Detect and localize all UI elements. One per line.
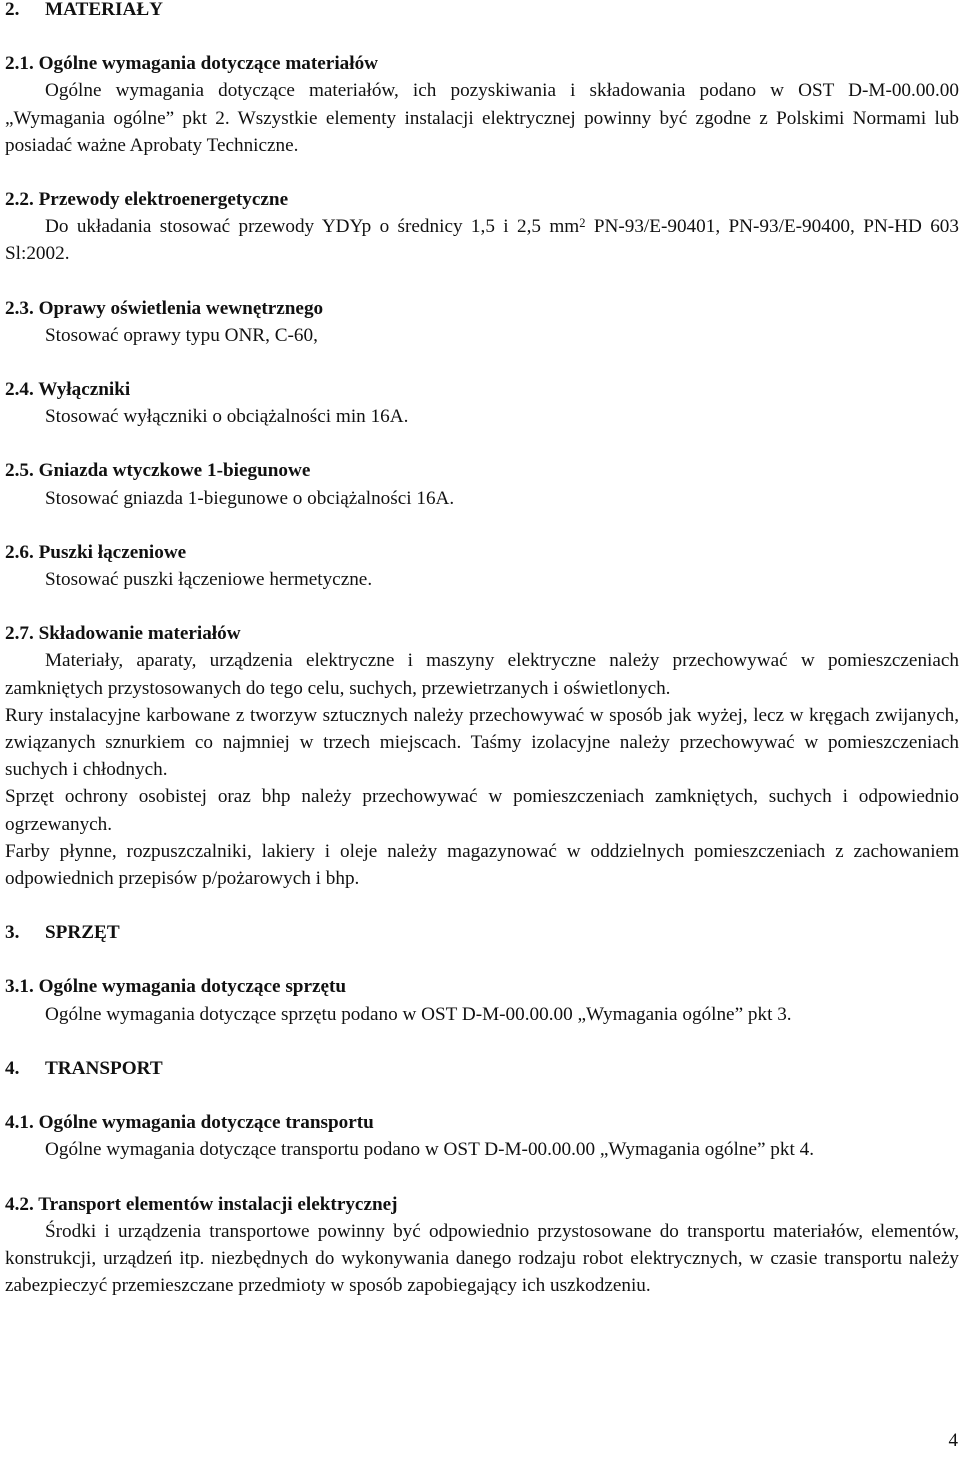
paragraph-3-1: Ogólne wymagania dotyczące sprzętu podano w OST D-M-00.00.00 „Wymagania ogólne” pkt 3. <box>45 1003 792 1025</box>
paragraph-4-1: Ogólne wymagania dotyczące transportu podano w OST D-M-00.00.00 „Wymagania ogólne” pkt 4. <box>45 1139 814 1161</box>
paragraph-2-7-c: Sprzęt ochrony osobistej oraz bhp należy przechowywać w pomieszczeniach zamkniętych, suchych i odpowiednio ogrzewanych. <box>5 786 959 835</box>
paragraph-2-6: Stosować puszki łączeniowe hermetyczne. <box>45 569 373 591</box>
document-page <box>5 0 959 1299</box>
subsection-heading-4-2: 4.2. Transport elementów instalacji elektrycznej <box>5 1193 398 1215</box>
paragraph-4-2: Środki i urządzenia transportowe powinny być odpowiednio przystosowane do transportu materiałów, elementów, konstrukcji, urządzeń itp. niezbędnych do wykonywania danego rodzaju robot elektrycznych, w czasie transportu należy zabezpieczyć przemieszczane przedmioty w sposób zapobiegający ich uszkodzeniu. <box>5 1220 959 1297</box>
page-number: 4 <box>948 1430 958 1451</box>
superscript: 2 <box>579 216 586 231</box>
subsection-heading-3-1: 3.1. Ogólne wymagania dotyczące sprzętu <box>5 976 347 998</box>
paragraph-2-2: Do układania stosować przewody YDYp o średnicy 1,5 i 2,5 $mm^2$ PN-93/E-90401, PN-93/E-90400, PN-HD 603 Sl:2002. <box>5 216 959 265</box>
paragraph-2-5: Stosować gniazda 1-biegunowe o obciążalności 16A. <box>45 487 455 509</box>
section-heading-equipment: 3. SPRZĘT <box>5 922 120 944</box>
section-heading-materials: 2. MATERIAŁY <box>5 0 163 20</box>
paragraph-2-7-d: Farby płynne, rozpuszczalniki, lakiery i oleje należy magazynować w oddzielnych pomieszczeniach z zachowaniem odpowiednich przepisów p/pożarowych i bhp. <box>5 840 959 890</box>
subsection-heading-2-6: 2.6. Puszki łączeniowe <box>5 541 187 563</box>
paragraph-2-1: Ogólne wymagania dotyczące materiałów, ich pozyskiwania i składowania podano w OST D-M-00.00.00 „Wymagania ogólne” pkt 2. Wszystkie elementy instalacji elektrycznej powinny być zgodne z Polskimi Normami lub posiadać ważne Aprobaty Techniczne. <box>5 80 959 156</box>
subsection-heading-2-3: 2.3. Oprawy oświetlenia wewnętrznego <box>5 297 324 319</box>
subsection-heading-2-2: 2.2. Przewody elektroenergetyczne <box>5 189 289 211</box>
paragraph-2-4: Stosować wyłączniki o obciążalności min 16A. <box>45 406 409 428</box>
paragraph-2-7-a: Materiały, aparaty, urządzenia elektryczne i maszyny elektryczne należy przechowywać w pomieszczeniach zamkniętych przystosowanych do tego celu, suchych, przewietrzanych i oświetlonych. <box>5 650 959 699</box>
section-heading-transport: 4. TRANSPORT <box>5 1057 163 1079</box>
subsection-heading-2-4: 2.4. Wyłączniki <box>5 379 131 401</box>
paragraph-2-7-b: Rury instalacyjne karbowane z tworzyw sztucznych należy przechowywać w sposób jak wyżej, lecz w kręgach zwijanych, związanych sznurkiem co najmniej w trzech miejscach. Taśmy izolacyjne należy przechowywać w pomieszczeniach suchych i chłodnych. <box>5 704 959 781</box>
subsection-heading-2-7: 2.7. Składowanie materiałów <box>5 623 241 645</box>
paragraph-2-3: Stosować oprawy typu ONR, C-60, <box>45 324 318 346</box>
subsection-heading-2-5: 2.5. Gniazda wtyczkowe 1-biegunowe <box>5 460 311 482</box>
subsection-heading-2-1: 2.1. Ogólne wymagania dotyczące materiałów <box>5 53 379 75</box>
subsection-heading-4-1: 4.1. Ogólne wymagania dotyczące transportu <box>5 1112 374 1134</box>
